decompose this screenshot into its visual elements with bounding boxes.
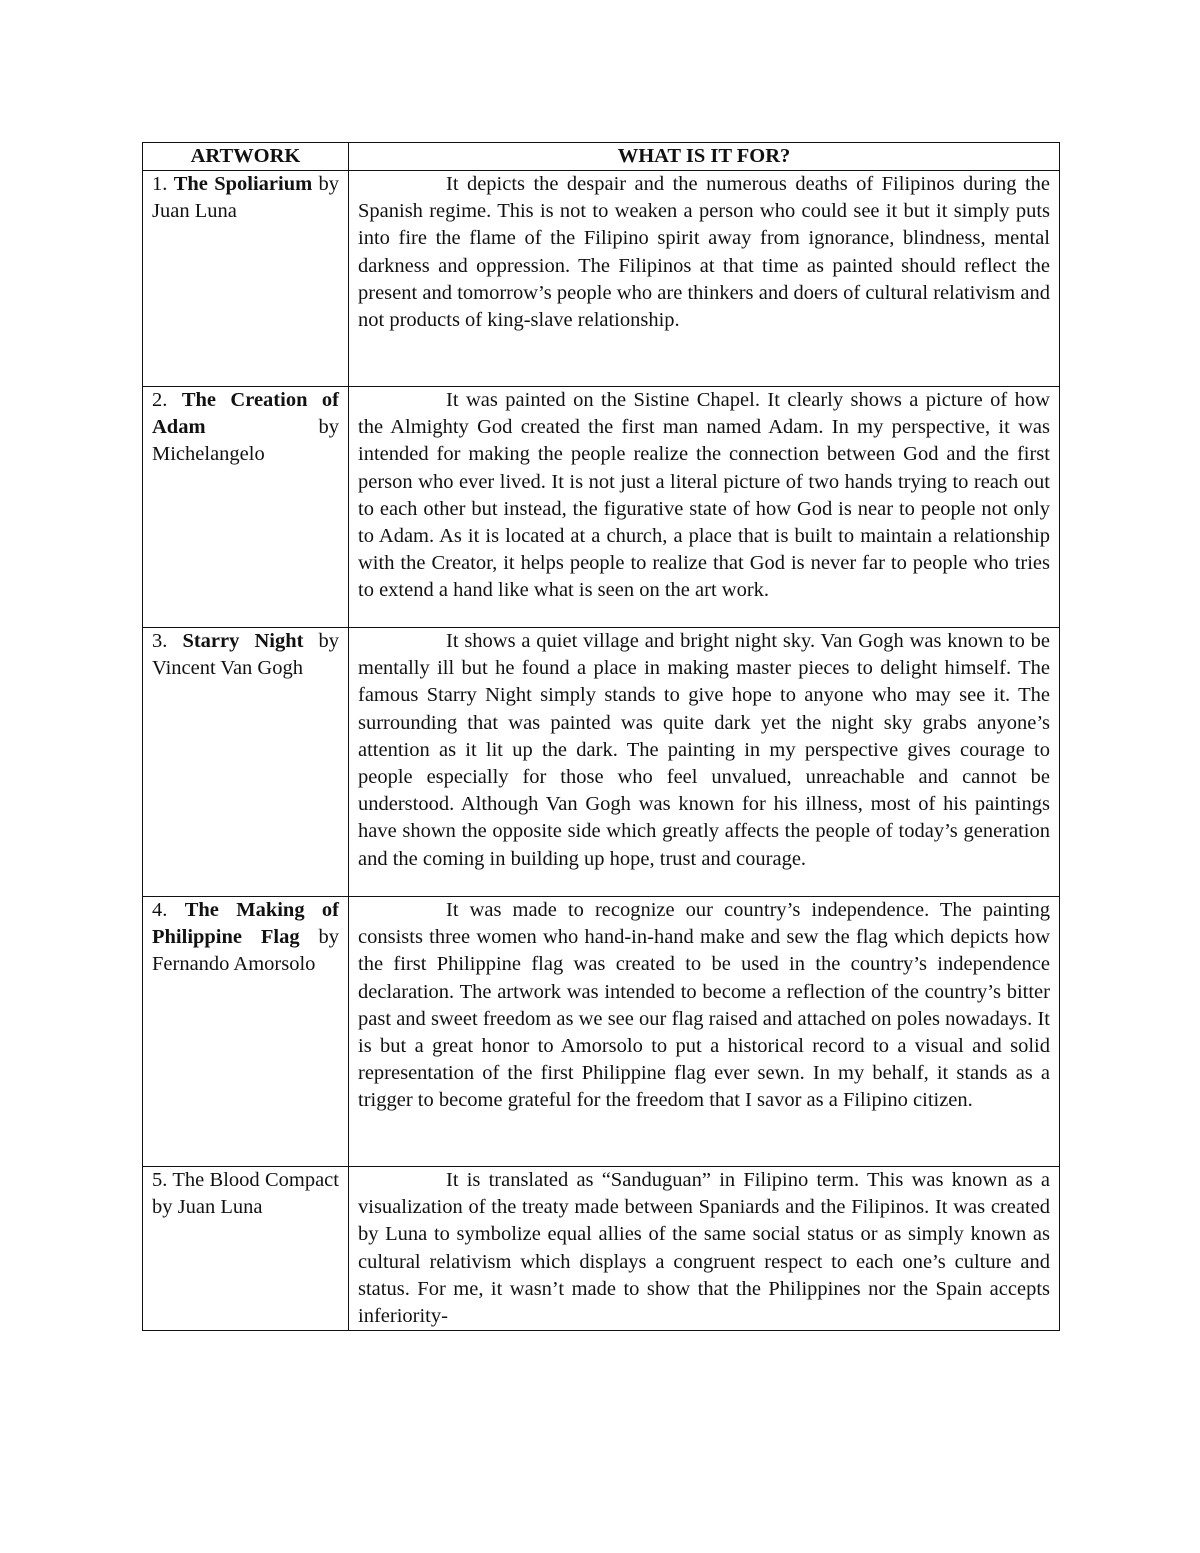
artwork-cell — [143, 387, 349, 628]
artwork-cell — [143, 1167, 349, 1331]
artwork-byline: by Fernando Amorsolo — [152, 926, 339, 976]
artwork-number: 1. — [152, 173, 168, 195]
artwork-number: 5. — [152, 1169, 168, 1191]
artwork-byline: by Michelangelo — [152, 416, 339, 466]
artwork-cell — [143, 897, 349, 1167]
artwork-description: It is translated as “Sanduguan” in Filipino term. This was known as a visualization of the treaty made between Spaniards and the Filipinos. It was created by Luna to symbolize equal allies of the same social status or as simply known as cultural relativism which displays a congruent respect to each one’s culture and status. For me, it wasn’t made to show that the Philippines nor the Spain accepts inferiority- — [358, 1169, 1050, 1328]
artwork-title: Starry Night — [182, 630, 304, 652]
artwork-byline: by Juan Luna — [152, 173, 339, 223]
description-cell — [349, 387, 1060, 628]
table-row — [143, 1167, 1060, 1331]
artwork-byline: The Blood Compact by Juan Luna — [152, 1169, 339, 1219]
description-cell — [349, 171, 1060, 387]
artwork-title: The Spoliarium — [173, 173, 313, 195]
artwork-description: It was made to recognize our country’s independence. The painting consists three women who hand-in-hand make and sew the flag which depicts how the first Philippine flag was created to be used in the country’s independence declaration. The artwork was intended to become a reflection of the country’s bitter past and sweet freedom as we see our flag raised and attached on poles nowadays. It is but a great honor to Amorsolo to put a historical record to a visual and solid representation of the first Philippine flag ever sewn. In my behalf, it stands as a trigger to become grateful for the freedom that I savor as a Filipino citizen. — [358, 899, 1050, 1112]
description-cell — [349, 628, 1060, 897]
artwork-number: 2. — [152, 389, 168, 411]
artwork-title: The Creation of Adam — [152, 389, 339, 439]
artwork-title: The Making of Philippine Flag — [152, 899, 339, 949]
artwork-column-header: ARTWORK — [143, 143, 349, 171]
artwork-cell — [143, 628, 349, 897]
artwork-cell — [143, 171, 349, 387]
table-row — [143, 171, 1060, 387]
artwork-description: It was painted on the Sistine Chapel. It clearly shows a picture of how the Almighty God created the first man named Adam. In my perspective, it was intended for making the people realize the connection between God and the first person who ever lived. It is not just a literal picture of two hands trying to reach out to each other but instead, the figurative state of how God is near to people not only to Adam. As it is located at a church, a place that is built to maintain a relationship with the Creator, it helps people to realize that God is never far to people who tries to extend a hand like what is seen on the art work. — [358, 389, 1050, 602]
purpose-column-header: WHAT IS IT FOR? — [349, 143, 1060, 171]
table-row — [143, 387, 1060, 628]
artwork-description: It shows a quiet village and bright night sky. Van Gogh was known to be mentally ill but he found a place in making master pieces to delight himself. The famous Starry Night simply stands to give hope to anyone who may see it. The surrounding that was painted was quite dark yet the night sky grabs anyone’s attention as it lit up the dark. The painting in my perspective gives courage to people especially for those who feel unvalued, unreachable and cannot be understood. Although Van Gogh was known for his illness, most of his paintings have shown the opposite side which greatly affects the people of today’s generation and the coming in building up hope, trust and courage. — [358, 630, 1050, 870]
artwork-description: It depicts the despair and the numerous deaths of Filipinos during the Spanish regime. This is not to weaken a person who could see it but it simply puts into fire the flame of the Filipino spirit away from ignorance, blindness, mental darkness and oppression. The Filipinos at that time as painted should reflect the present and tomorrow’s people who are thinkers and doers of cultural relativism and not products of king-slave relationship. — [358, 173, 1050, 332]
table-row — [143, 628, 1060, 897]
description-cell — [349, 1167, 1060, 1331]
artwork-number: 3. — [152, 630, 168, 652]
artwork-number: 4. — [152, 899, 168, 921]
header-row — [143, 143, 1060, 171]
artwork-table — [142, 142, 1060, 1331]
table-row — [143, 897, 1060, 1167]
artwork-byline: by Vincent Van Gogh — [152, 630, 340, 680]
description-cell — [349, 897, 1060, 1167]
